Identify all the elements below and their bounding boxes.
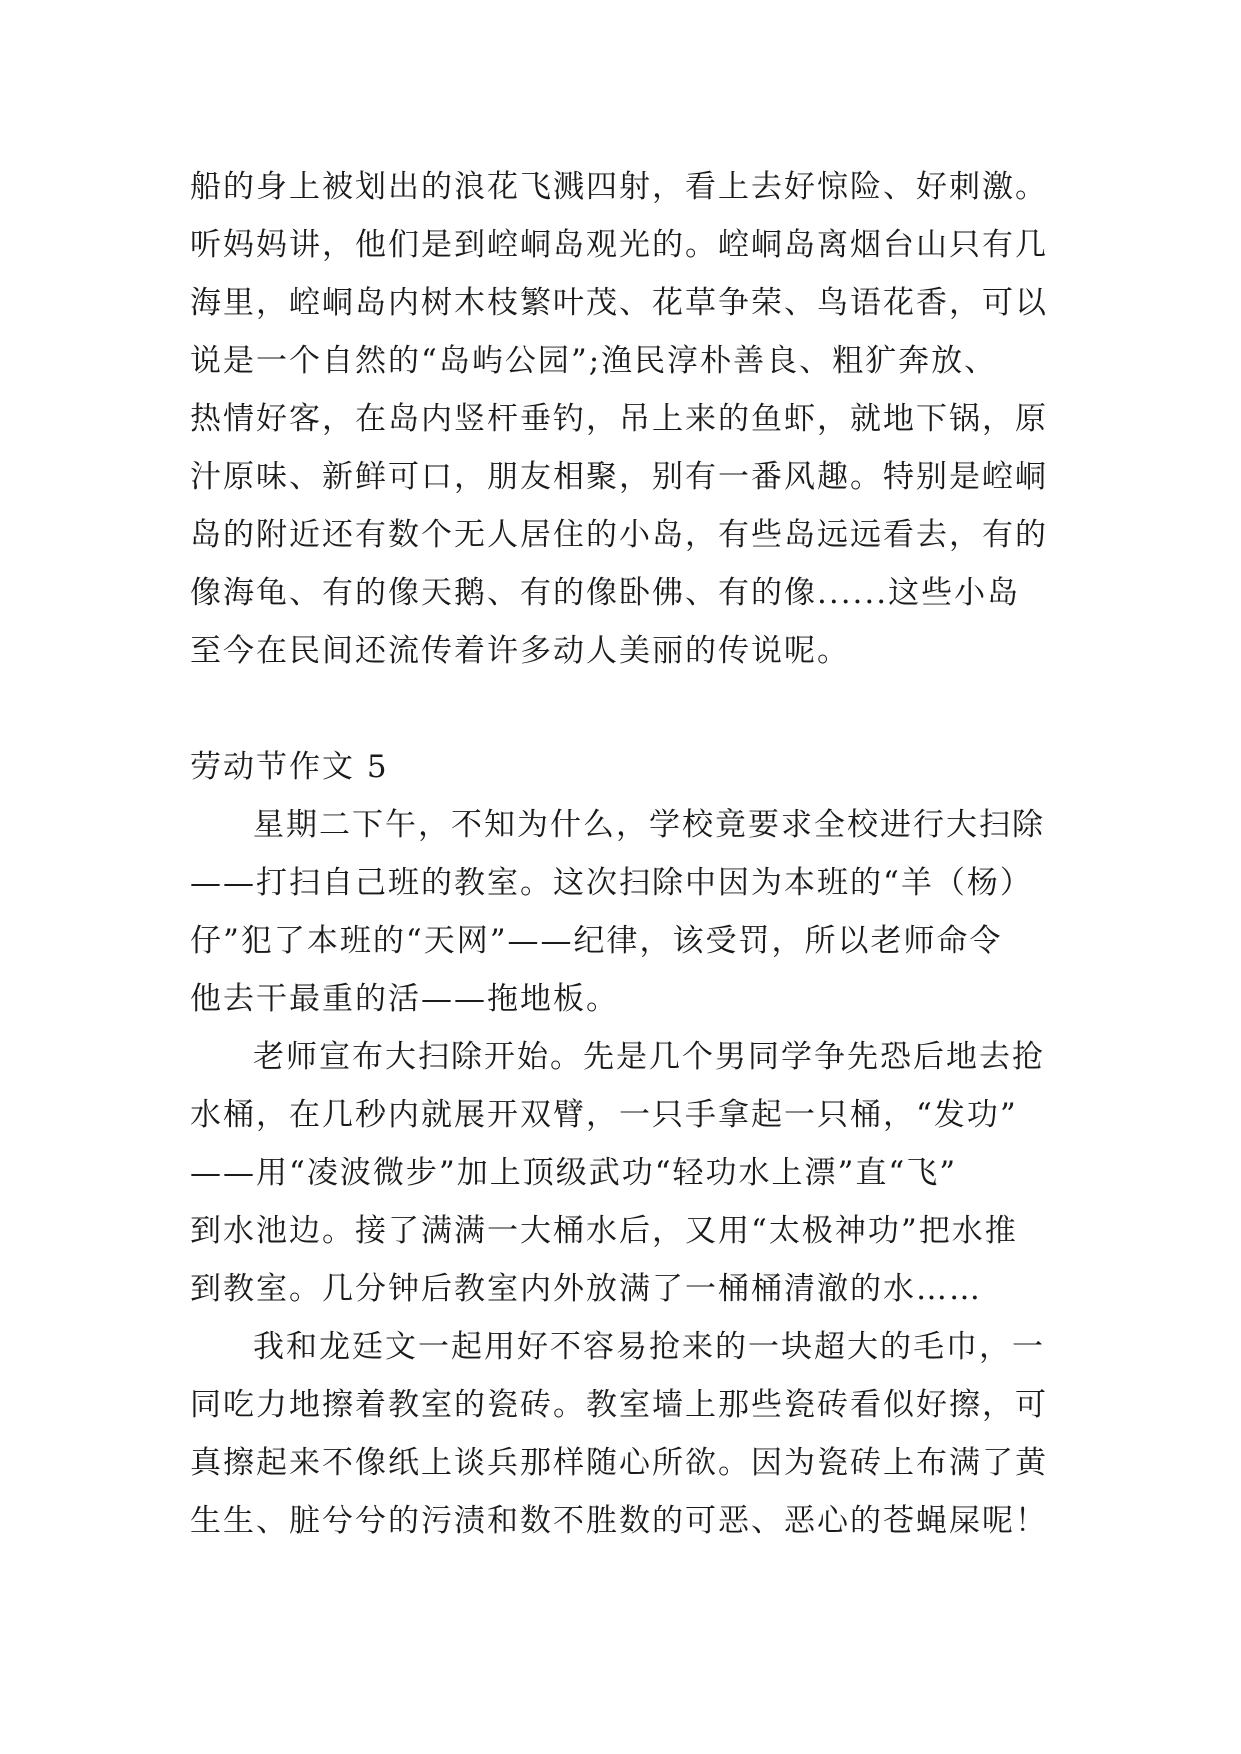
paragraph-line: 汁原味、新鲜可口，朋友相聚，别有一番风趣。特别是崆峒 xyxy=(190,459,1048,495)
paragraph-line: 至今在民间还流传着许多动人美丽的传说呢。 xyxy=(190,633,850,669)
paragraph-line: 他去干最重的活——拖地板。 xyxy=(190,981,619,1017)
paragraph-line: 热情好客，在岛内竖杆垂钓，吊上来的鱼虾，就地下锅，原 xyxy=(190,401,1048,437)
paragraph-line: 说是一个自然的“岛屿公园”;渔民淳朴善良、粗犷奔放、 xyxy=(190,343,998,379)
paragraph-line: 真擦起来不像纸上谈兵那样随心所欲。因为瓷砖上布满了黄 xyxy=(190,1445,1048,1481)
paragraph-line: 到教室。几分钟后教室内外放满了一桶桶清澈的水…… xyxy=(190,1271,982,1307)
paragraph-line: 星期二下午，不知为什么，学校竟要求全校进行大扫除 xyxy=(253,807,1045,843)
paragraph-line: 船的身上被划出的浪花飞溅四射，看上去好惊险、好刺激。 xyxy=(190,169,1048,205)
paragraph-line: 像海龟、有的像天鹅、有的像卧佛、有的像......这些小岛 xyxy=(190,575,1021,611)
paragraph-line: 同吃力地擦着教室的瓷砖。教室墙上那些瓷砖看似好擦，可 xyxy=(190,1387,1048,1423)
paragraph-line: 到水池边。接了满满一大桶水后，又用“太极神功”把水推 xyxy=(190,1213,1018,1249)
paragraph-line: 生生、脏兮兮的污渍和数不胜数的可恶、恶心的苍蝇屎呢！ xyxy=(190,1503,1048,1539)
paragraph-line: 仔”犯了本班的“天网”——纪律，该受罚，所以老师命令 xyxy=(190,923,1003,959)
paragraph-line: 海里，崆峒岛内树木枝繁叶茂、花草争荣、鸟语花香，可以 xyxy=(190,285,1048,321)
section-heading: 劳动节作文 5 xyxy=(190,749,389,785)
paragraph-line: 老师宣布大扫除开始。先是几个男同学争先恐后地去抢 xyxy=(253,1039,1045,1075)
paragraph-line: ——打扫自己班的教室。这次扫除中因为本班的“羊（杨） xyxy=(190,865,1033,901)
paragraph-line: 听妈妈讲，他们是到崆峒岛观光的。崆峒岛离烟台山只有几 xyxy=(190,227,1048,263)
paragraph-line: 水桶，在几秒内就展开双臂，一只手拿起一只桶，“发功” xyxy=(190,1097,1018,1133)
paragraph-line: ——用“凌波微步”加上顶级武功“轻功水上漂”直“飞” xyxy=(190,1155,958,1191)
paragraph-line: 我和龙廷文一起用好不容易抢来的一块超大的毛巾，一 xyxy=(253,1329,1045,1365)
paragraph-line: 岛的附近还有数个无人居住的小岛，有些岛远远看去，有的 xyxy=(190,517,1048,553)
